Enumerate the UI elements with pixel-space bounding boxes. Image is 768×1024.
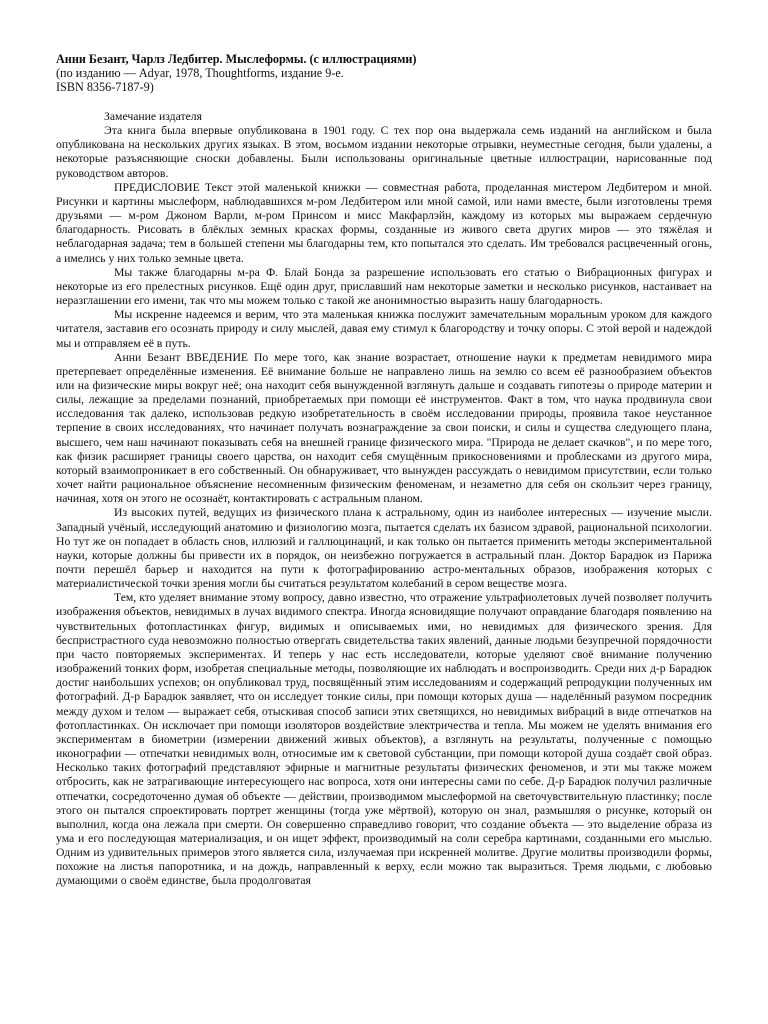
- paragraph: Из высоких путей, ведущих из физического плана к астральному, один из наиболее интересных — изучение мысли. Западный учёный, исследующий анатомию и физиологию мозга, пытается сделать их базисом здравой, рациональной психологии. Но тут же он попадает в область снов, иллюзий и галлюцинаций, и как только он пытается применить методы экспериментальной науки, которые должны бы привести их в порядок, он неизбежно погружается в астральный план. Доктор Барадюк из Парижа почти перешёл барьер и находится на пути к фотографированию астро-ментальных образов, изображения которых с материалистической точки зрения могли бы считаться результатом колебаний в сером веществе мозга.: [56, 506, 712, 591]
- edition-note: (по изданию — Adyar, 1978, Thoughtforms, издание 9-е.: [56, 66, 344, 80]
- document-header: [56, 52, 716, 94]
- isbn-line: ISBN 8356-7187-9): [56, 80, 154, 94]
- book-title: Анни Безант, Чарлз Ледбитер. Мыслеформы. (с иллюстрациями): [56, 52, 417, 66]
- publisher-note-heading: Замечание издателя: [104, 110, 203, 123]
- paragraph: Анни Безант ВВЕДЕНИЕ По мере того, как знание возрастает, отношение науки к предметам невидимого мира претерпевает определённые изменения. Её внимание больше не направлено лишь на землю со всем её разнообразием объектов или на физические миры вокруг неё; она находит себя вынужденной взглянуть дальше и создавать гипотезы о природе материи и силы, лежащие за пределами познаний, приобретаемых при помощи её инструментов. Факт в том, что наука продвинула свои исследования так далеко, использовав редкую изобретательность в своём исследовании природы, проявила такое неустанное терпение в своих исследованиях, что начинает получать вознаграждение за свои поиски, и силы и существа следующего плана, высшего, чем наш начинают показывать себя на внешней границе физического мира. "Природа не делает скачков", и по мере того, как физик расширяет границы своего царства, он находит себя смущённым прикосновениями и проблесками из другого мира, который взаимопроникает в его собственный. Он обнаруживает, что вынужден рассуждать о невидимом присутствии, если только хочет найти рациональное объяснение несомненным физическим феноменам, и незаметно для себя он скользит через границу, начиная, хотя он этого не осознаёт, контактировать с астральным планом.: [56, 350, 712, 506]
- paragraph: Тем, кто уделяет внимание этому вопросу, давно известно, что отражение ультрафиолетовых лучей позволяет получить изображения объектов, невидимых в лучах видимого спектра. Иногда ясновидящие получают оправдание благодаря появлению на чувствительных фотопластинках фигур, видимых и описываемых ими, но невидимых для физического зрения. Для беспристрастного суда невозможно полностью отвергать свидетельства таких явлений, данные людьми безупречной порядочности при часто повторяемых экспериментах. И теперь у нас есть исследователи, которые уделяют своё внимание получению изображений тонких форм, изобретая специальные методы, позволяющие их наблюдать и воспроизводить. Среди них д-р Барадюк достиг наибольших успехов; он опубликовал труд, посвящённый этим исследованиям и содержащий репродукции полученных им фотографий. Д-р Барадюк заявляет, что он исследует тонкие силы, при помощи которых душа — наделённый разумом посредник между духом и телом — выражает себя, отыскивая способ записи этих светящихся, но невидимых вибраций в виде отпечатков на фотопластинках. Он исключает при помощи изоляторов воздействие электричества и тепла. Мы можем не уделять внимания его экспериментам в биометрии (измерении движений живых объектов), а взглянуть на результаты, полученные с помощью иконографии — отпечатки невидимых волн, относимые им к световой субстанции, при помощи которой душа создаёт свой образ. Несколько таких фотографий представляют эфирные и магнитные результаты физических феноменов, и эти мы также можем отбросить, как не затрагивающие интересующего нас вопроса, хотя они интересны сами по себе. Д-р Барадюк получил различные отпечатки, сосредоточенно думая об объекте — действии, производимом мыслеформой на светочувствительную пластинку; после этого он пытался спроектировать портрет женщины (тогда уже мёртвой), которую он знал, размышляя о рисунке, который он выполнил, когда она лежала при смерти. Он совершенно справедливо говорит, что создание объекта — это выделение образа из ума и его последующая материализация, и он ищет эффект, производимый на соли серебра картинами, созданными его мыслью. Одним из удивительных примеров этого является сила, излучаемая при искренней молитве. Другие молитвы производили формы, похожие на листья папоротника, и на дождь, направленный к верху, если можно так выразиться. Тремя людьми, с любовью думающими о своём единстве, была продолговатая: [56, 591, 712, 888]
- paragraph: Эта книга была впервые опубликована в 1901 году. С тех пор она выдержала семь изданий на английском и была опубликована на нескольких других языках. В этом, восьмом издании некоторые отрывки, неуместные сегодня, были удалены, а некоторые разъясняющие сноски добавлены. Были использованы оригинальные цветные иллюстрации, нарисованные под руководством авторов.: [56, 124, 712, 180]
- document-body: [56, 110, 712, 889]
- paragraph: Мы искренне надеемся и верим, что эта маленькая книжка послужит замечательным моральным уроком для каждого читателя, заставив его осознать природу и силу мыслей, давая ему стимул к благородству и точку опоры. С этой верой и надеждой мы и отправляем её в путь.: [56, 308, 712, 350]
- paragraph: Мы также благодарны м-ра Ф. Блай Бонда за разрешение использовать его статью о Вибрационных фигурах и некоторые из его прелестных рисунков. Ещё один друг, приславший нам некоторые заметки и несколько рисунков, настаивает на неразглашении его имени, так что мы можем только с такой же анонимностью выразить нашу благодарность.: [56, 265, 712, 308]
- paragraph: ПРЕДИСЛОВИЕ Текст этой маленькой книжки — совместная работа, проделанная мистером Ледбитером и мной. Рисунки и картины мыслеформ, наблюдавшихся м-ром Ледбитером или мной самой, или нами вместе, были изготовлены тремя друзьями — м-ром Джоном Варли, м-ром Принсом и мисс Макфарлэйн, каждому из которых мы выражаем сердечную благодарность. Рисовать в блёклых земных красках формы, созданные из живого света других миров — это тяжёлая и неблагодарная задача; тем в большей степени мы благодарны тем, кто попытался это сделать. Им требовался расцвеченный огонь, а имелись у них только земные цвета.: [56, 180, 712, 265]
